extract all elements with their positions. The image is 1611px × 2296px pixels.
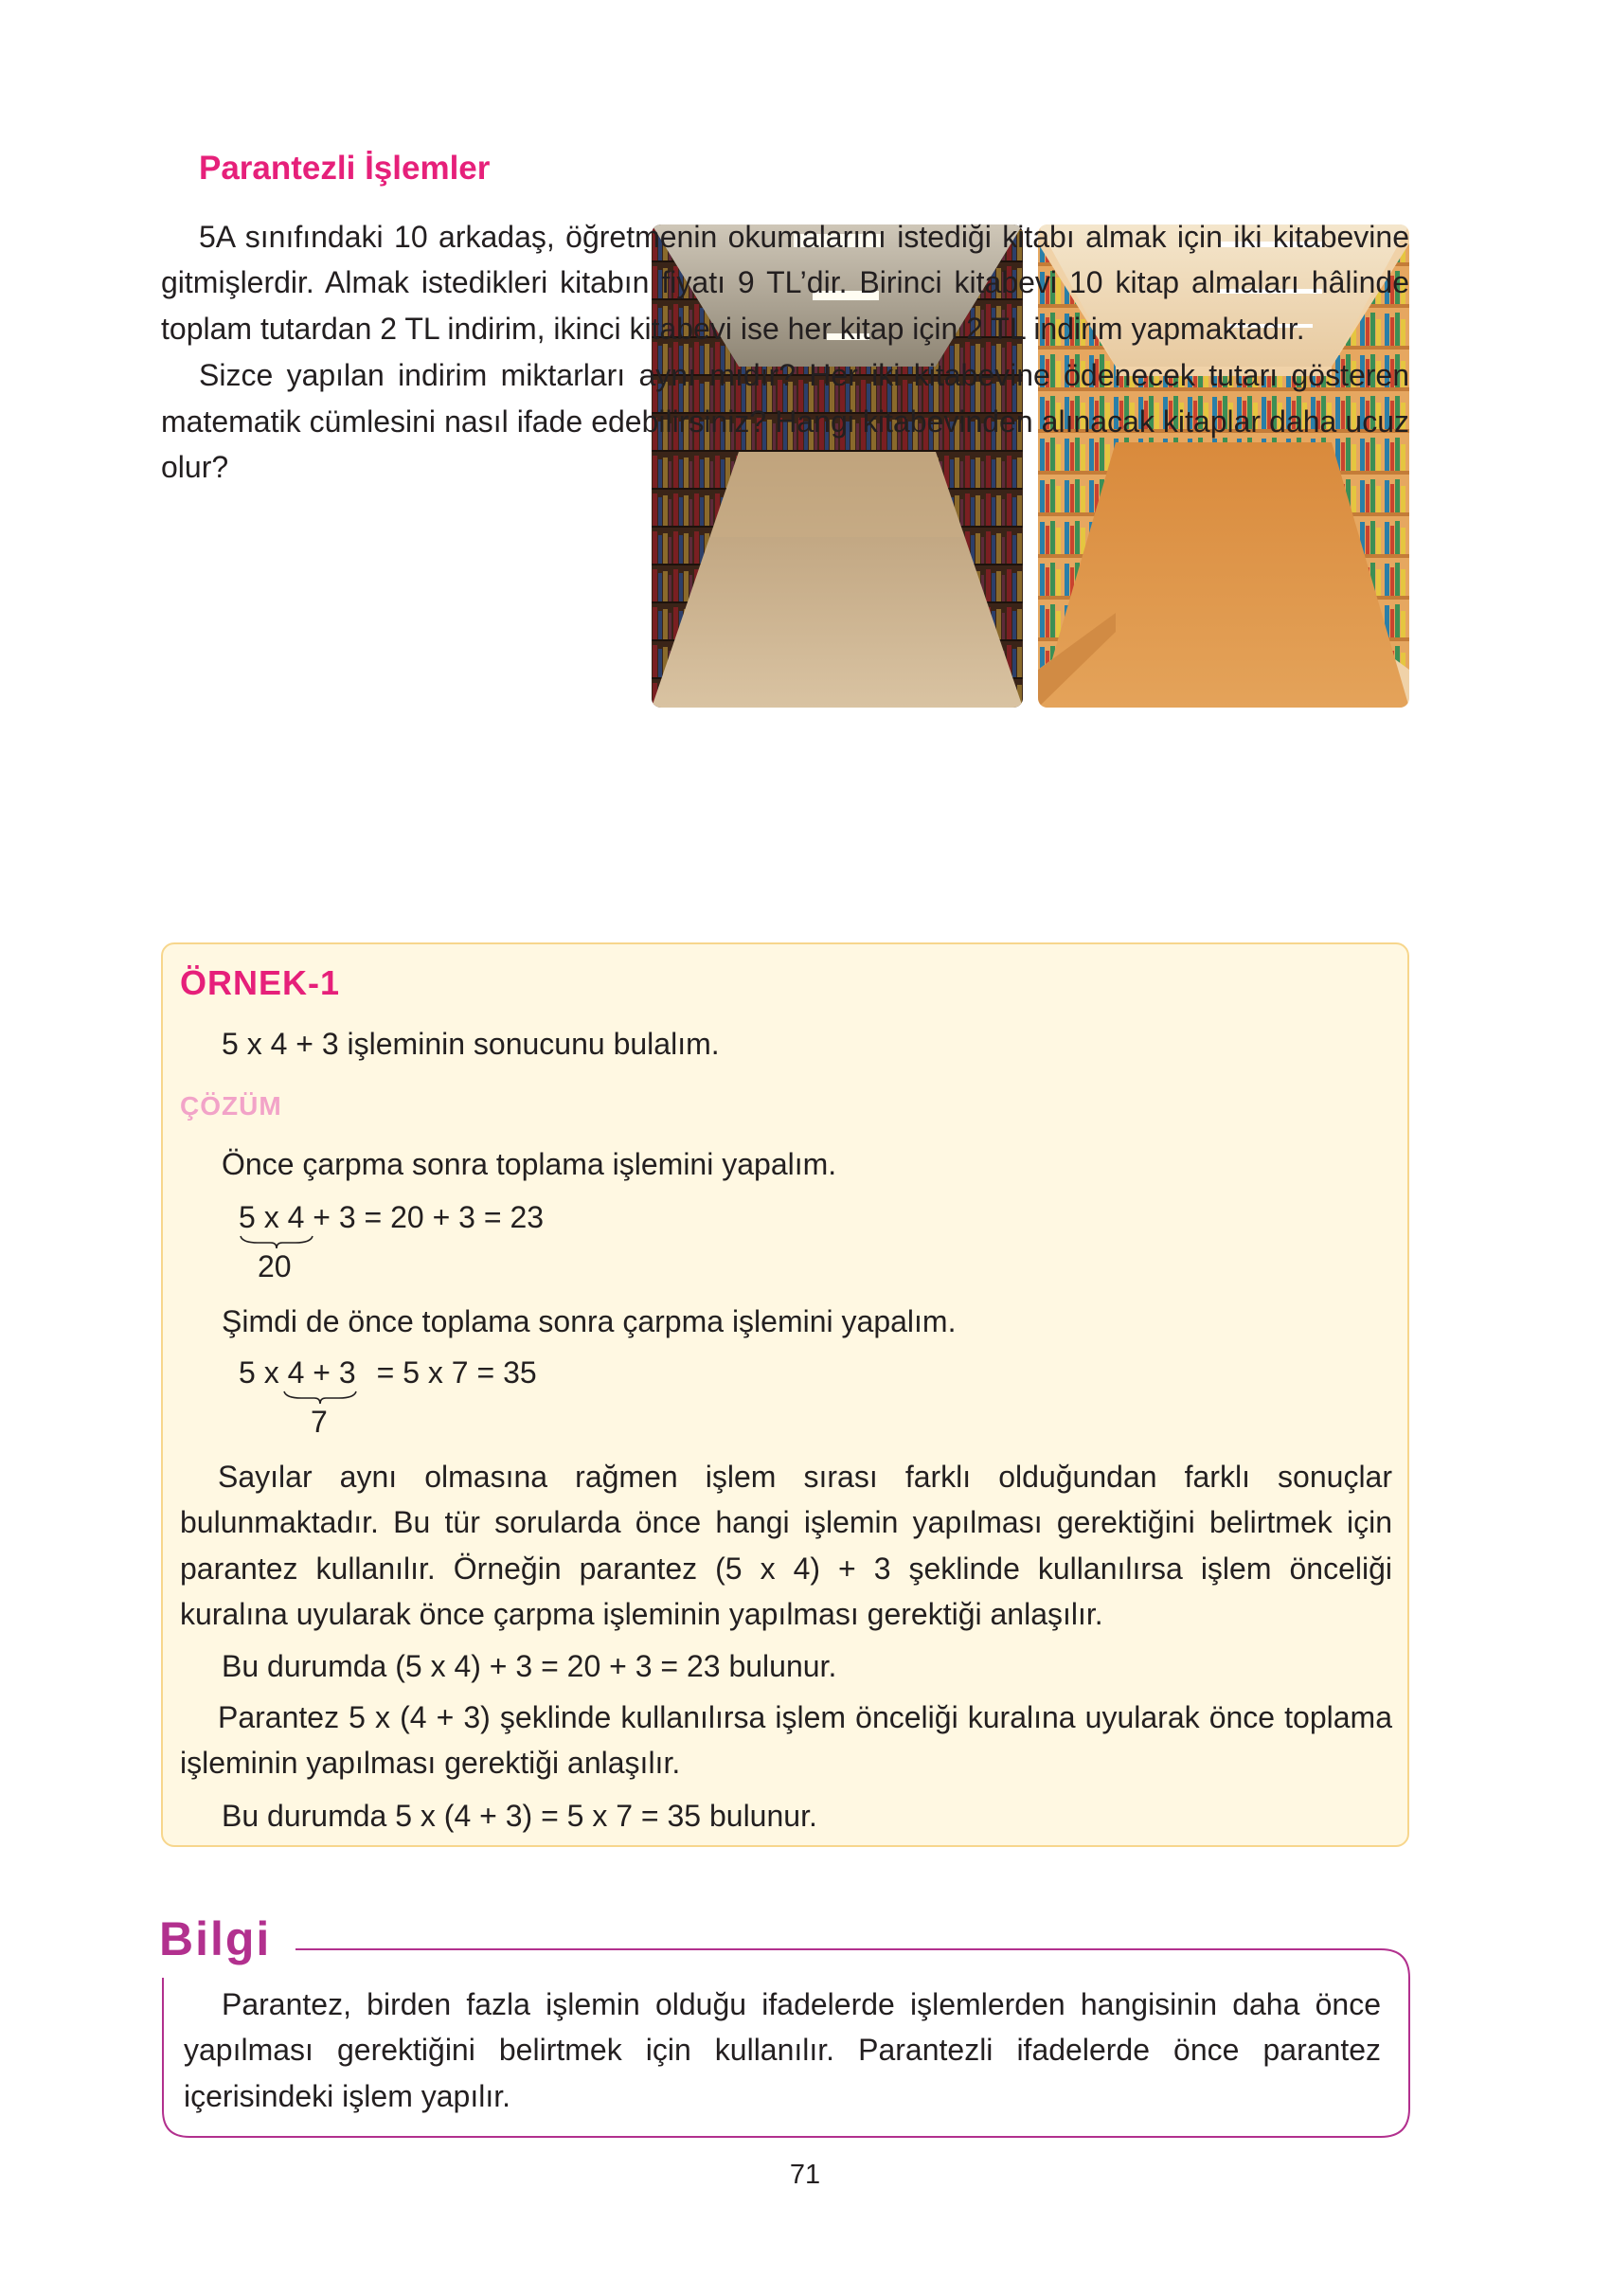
example-paragraph-2: Parantez 5 x (4 + 3) şeklinde kullanılırsa işlem önceliği kuralına uyularak önce toplama işleminin yapılması gerektiği anlaşılır.	[180, 1700, 1392, 1781]
example-result-2: Bu durumda 5 x (4 + 3) = 5 x 7 = 35 bulunur.	[222, 1799, 817, 1833]
step-1-result: 20	[258, 1249, 292, 1283]
step-2-result: 7	[311, 1405, 328, 1439]
page-number: 71	[789, 2160, 821, 2190]
step-2-group: 4 + 3	[287, 1355, 356, 1390]
example-title: ÖRNEK-1	[180, 963, 341, 1002]
info-title: Bilgi	[159, 1912, 272, 1965]
step-2-text: Şimdi de önce toplama sonra çarpma işlemini yapalım.	[222, 1304, 957, 1338]
step-2-prefix: 5 x	[239, 1355, 288, 1390]
example-result-1: Bu durumda (5 x 4) + 3 = 20 + 3 = 23 bulunur.	[222, 1649, 837, 1683]
step-2-remainder: = 5 x 7 = 35	[376, 1355, 537, 1390]
section-title: Parantezli İşlemler	[199, 150, 491, 187]
step-1-remainder: + 3 = 20 + 3 = 23	[304, 1200, 545, 1234]
step-1-product: 5 x 4	[239, 1200, 305, 1234]
step-1-text: Önce çarpma sonra toplama işlemini yapalım.	[222, 1147, 837, 1181]
intro-paragraph-2: Sizce yapılan indirim miktarları aynı mıdır? Her iki kitabevine ödenecek tutarı gösteren matematik cümlesini nasıl ifade edebilirsiniz? Hangi kitabevinden alınacak kitaplar daha ucuz olur?	[161, 358, 1409, 485]
intro-paragraph-1: 5A sınıfındaki 10 arkadaş, öğretmenin okumalarını istediği kitabı almak için iki kitabevine gitmişlerdir. Almak istedikleri kitabın fiyatı 9 TL’dir. Birinci kitabevi 10 kitap almaları hâlinde toplam tutardan 2 TL indirim, ikinci kitabevi ise her kitap için 2 TL indirim yapmaktadır.	[161, 220, 1409, 346]
solution-label: ÇÖZÜM	[180, 1091, 282, 1121]
example-question: 5 x 4 + 3 işleminin sonucunu bulalım.	[222, 1027, 720, 1061]
info-text: Parantez, birden fazla işlemin olduğu ifadelerde işlemlerden hangisinin daha önce yapılması gerektiğini belirtmek için kullanılır. Parantezli ifadelerde önce parantez içerisindeki işlem yapılır.	[184, 1987, 1381, 2113]
example-paragraph-1: Sayılar aynı olmasına rağmen işlem sırası farklı olduğundan farklı sonuçlar bulunmaktadır. Bu tür sorularda önce hangi işlemin yapılması gerektiğini belirtmek için parantez kullanılır. Örneğin parantez (5 x 4) + 3 şeklinde kullanılırsa işlem önceliği kuralına uyularak önce çarpma işleminin yapılması gerektiği anlaşılır.	[180, 1460, 1392, 1632]
